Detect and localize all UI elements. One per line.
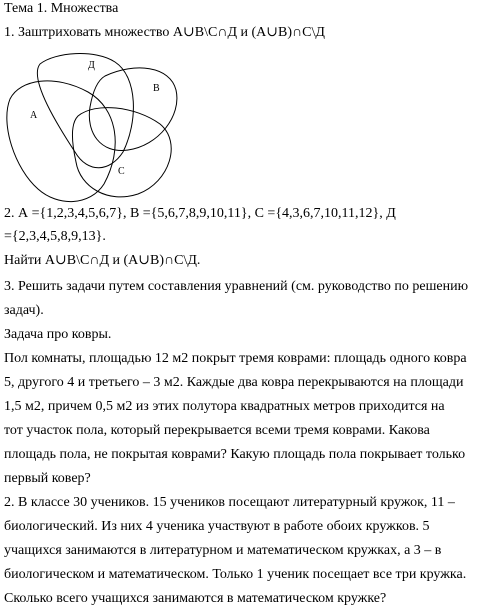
task3-line-7: тот участок пола, который перекрывается всеми тремя коврами. Какова: [4, 423, 430, 438]
task3-line-5: 5, другого 4 и третьего – 3 м2. Каждые два ковра перекрываются на площади: [4, 375, 464, 390]
task3-line-6: 1,5 м2, причем 0,5 м2 из этих полутора квадратных метров приходится на: [4, 399, 445, 414]
venn-label-d: Д: [88, 60, 95, 71]
task3-line-8: площадь пола, не покрытая коврами? Какую площадь пола покрывает только: [4, 447, 466, 462]
task2-line-1: 2. А ={1,2,3,4,5,6,7}, В ={5,6,7,8,9,10,11}, С ={4,3,6,7,10,11,12}, Д: [4, 206, 396, 221]
task3-line-1: 3. Решить задачи путем составления уравнений (см. руководство по решению: [4, 279, 469, 294]
venn-label-b: В: [153, 83, 160, 94]
task2-line-2: ={2,3,4,5,8,9,13}.: [4, 229, 106, 244]
task3-line-11: биологический. Из них 4 ученика участвуют в работе обоих кружков. 5: [4, 519, 430, 534]
venn-diagram: [0, 44, 260, 204]
task1-text: 1. Заштриховать множество А∪В\С∩Д и (А∪В)∩С\Д: [4, 25, 325, 40]
venn-set-c-outline: [73, 108, 172, 197]
venn-label-c: С: [118, 166, 125, 177]
task3-line-12: учащихся занимаются в литературном и математическом кружках, а 3 – в: [4, 543, 442, 558]
task3-line-2: задач).: [4, 303, 44, 318]
task3-line-9: первый ковер?: [4, 471, 91, 486]
task3-line-4: Пол комнаты, площадью 12 м2 покрыт тремя коврами: площадь одного ковра: [4, 351, 467, 366]
task3-line-3: Задача про ковры.: [4, 327, 112, 342]
venn-label-a: А: [30, 110, 38, 121]
task2-line-3: Найти А∪В\С∩Д и (А∪В)∩С\Д.: [4, 253, 201, 268]
task3-line-13: биологическом и математическом. Только 1 ученик посещает все три кружка.: [4, 567, 467, 582]
task3-line-10: 2. В классе 30 учеников. 15 учеников посещают литературный кружок, 11 –: [4, 495, 455, 510]
topic-title: Тема 1. Множества: [4, 1, 119, 16]
task3-line-14: Сколько всего учащихся занимаются в математическом кружке?: [4, 591, 387, 606]
